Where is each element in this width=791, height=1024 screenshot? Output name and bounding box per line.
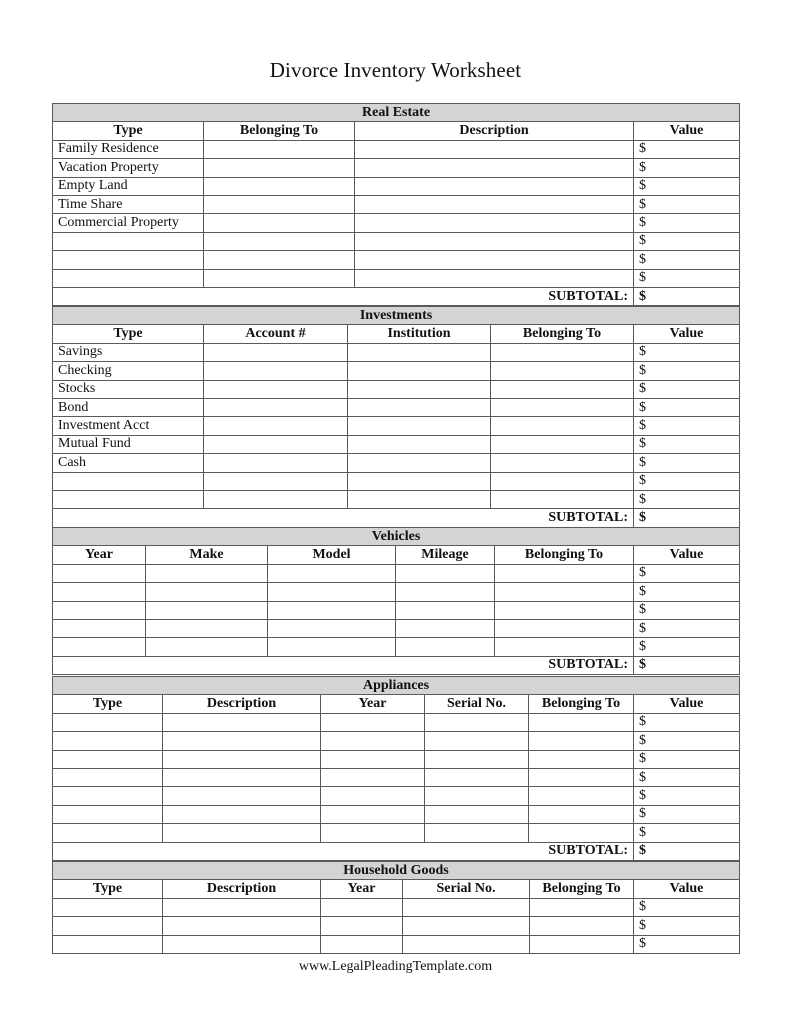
column-header: Year bbox=[321, 880, 403, 898]
entry-cell[interactable] bbox=[163, 824, 321, 842]
entry-cell[interactable] bbox=[53, 564, 146, 582]
entry-cell[interactable] bbox=[491, 472, 634, 490]
column-header: Value bbox=[634, 546, 740, 564]
table-row bbox=[53, 768, 740, 786]
value-cell[interactable]: $ bbox=[634, 362, 740, 380]
column-header: Year bbox=[53, 546, 146, 564]
row-type-cell[interactable] bbox=[53, 232, 204, 250]
table-row bbox=[53, 619, 740, 637]
entry-cell[interactable] bbox=[495, 564, 634, 582]
real-estate-heading: Real Estate bbox=[53, 104, 740, 122]
entry-cell[interactable] bbox=[321, 713, 425, 731]
table-row bbox=[53, 935, 740, 953]
table-row bbox=[53, 472, 740, 490]
table-row bbox=[53, 177, 740, 195]
entry-cell[interactable] bbox=[53, 805, 163, 823]
entry-cell[interactable] bbox=[204, 343, 348, 361]
entry-cell[interactable] bbox=[204, 490, 348, 508]
table-row bbox=[53, 638, 740, 656]
value-cell[interactable]: $ bbox=[634, 380, 740, 398]
entry-cell[interactable] bbox=[146, 619, 268, 637]
value-cell[interactable]: $ bbox=[634, 805, 740, 823]
column-header: Type bbox=[53, 880, 163, 898]
entry-cell[interactable] bbox=[321, 917, 403, 935]
appliances-heading: Appliances bbox=[53, 677, 740, 695]
entry-cell[interactable] bbox=[491, 380, 634, 398]
entry-cell[interactable] bbox=[529, 713, 634, 731]
entry-cell[interactable] bbox=[321, 787, 425, 805]
column-header: Value bbox=[634, 880, 740, 898]
value-cell[interactable]: $ bbox=[634, 417, 740, 435]
value-cell[interactable]: $ bbox=[634, 177, 740, 195]
entry-cell[interactable] bbox=[491, 362, 634, 380]
entry-cell[interactable] bbox=[321, 824, 425, 842]
value-cell[interactable]: $ bbox=[634, 917, 740, 935]
entry-cell[interactable] bbox=[529, 805, 634, 823]
subtotal-value[interactable]: $ bbox=[634, 287, 740, 305]
entry-cell[interactable] bbox=[53, 935, 163, 953]
table-row bbox=[53, 435, 740, 453]
value-cell[interactable]: $ bbox=[634, 140, 740, 158]
row-type-cell[interactable] bbox=[53, 251, 204, 269]
column-header: Type bbox=[53, 122, 204, 140]
entry-cell[interactable] bbox=[53, 787, 163, 805]
entry-cell[interactable] bbox=[204, 159, 355, 177]
entry-cell[interactable] bbox=[529, 787, 634, 805]
value-cell[interactable]: $ bbox=[634, 269, 740, 287]
value-cell[interactable]: $ bbox=[634, 490, 740, 508]
row-type-cell[interactable]: Checking bbox=[53, 362, 204, 380]
entry-cell[interactable] bbox=[348, 417, 491, 435]
entry-cell[interactable] bbox=[53, 750, 163, 768]
household-goods-table bbox=[52, 861, 740, 954]
entry-cell[interactable] bbox=[348, 362, 491, 380]
entry-cell[interactable] bbox=[53, 601, 146, 619]
entry-cell[interactable] bbox=[491, 435, 634, 453]
value-cell[interactable]: $ bbox=[634, 398, 740, 416]
entry-cell[interactable] bbox=[529, 824, 634, 842]
subtotal-label: SUBTOTAL: bbox=[53, 287, 634, 305]
entry-cell[interactable] bbox=[53, 583, 146, 601]
entry-cell[interactable] bbox=[425, 787, 529, 805]
table-row bbox=[53, 583, 740, 601]
entry-cell[interactable] bbox=[425, 713, 529, 731]
entry-cell[interactable] bbox=[204, 195, 355, 213]
row-type-cell[interactable]: Family Residence bbox=[53, 140, 204, 158]
entry-cell[interactable] bbox=[204, 417, 348, 435]
entry-cell[interactable] bbox=[204, 214, 355, 232]
table-row bbox=[53, 343, 740, 361]
subtotal-label: SUBTOTAL: bbox=[53, 509, 634, 527]
entry-cell[interactable] bbox=[204, 362, 348, 380]
entry-cell[interactable] bbox=[355, 195, 634, 213]
entry-cell[interactable] bbox=[321, 750, 425, 768]
entry-cell[interactable] bbox=[146, 638, 268, 656]
table-row bbox=[53, 601, 740, 619]
entry-cell[interactable] bbox=[495, 638, 634, 656]
entry-cell[interactable] bbox=[425, 805, 529, 823]
table-row bbox=[53, 898, 740, 916]
value-cell[interactable]: $ bbox=[634, 638, 740, 656]
table-row bbox=[53, 362, 740, 380]
entry-cell[interactable] bbox=[529, 732, 634, 750]
household-goods-heading: Household Goods bbox=[53, 862, 740, 880]
entry-cell[interactable] bbox=[163, 713, 321, 731]
value-cell[interactable]: $ bbox=[634, 750, 740, 768]
entry-cell[interactable] bbox=[396, 638, 495, 656]
row-type-cell[interactable]: Bond bbox=[53, 398, 204, 416]
value-cell[interactable]: $ bbox=[634, 732, 740, 750]
entry-cell[interactable] bbox=[425, 732, 529, 750]
value-cell[interactable]: $ bbox=[634, 251, 740, 269]
entry-cell[interactable] bbox=[396, 583, 495, 601]
value-cell[interactable]: $ bbox=[634, 214, 740, 232]
value-cell[interactable]: $ bbox=[634, 435, 740, 453]
page-title: Divorce Inventory Worksheet bbox=[269, 58, 522, 82]
entry-cell[interactable] bbox=[204, 454, 348, 472]
entry-cell[interactable] bbox=[268, 601, 396, 619]
value-cell[interactable]: $ bbox=[634, 768, 740, 786]
table-row bbox=[53, 232, 740, 250]
entry-cell[interactable] bbox=[355, 159, 634, 177]
entry-cell[interactable] bbox=[163, 768, 321, 786]
real-estate-table bbox=[52, 103, 740, 306]
entry-cell[interactable] bbox=[53, 824, 163, 842]
table-row bbox=[53, 917, 740, 935]
value-cell[interactable]: $ bbox=[634, 713, 740, 731]
entry-cell[interactable] bbox=[204, 472, 348, 490]
entry-cell[interactable] bbox=[204, 140, 355, 158]
value-cell[interactable]: $ bbox=[634, 232, 740, 250]
entry-cell[interactable] bbox=[491, 490, 634, 508]
entry-cell[interactable] bbox=[53, 898, 163, 916]
column-header: Value bbox=[634, 325, 740, 343]
entry-cell[interactable] bbox=[355, 269, 634, 287]
entry-cell[interactable] bbox=[53, 732, 163, 750]
table-row bbox=[53, 787, 740, 805]
subtotal-value[interactable]: $ bbox=[634, 842, 740, 860]
column-header: Mileage bbox=[396, 546, 495, 564]
column-header: Serial No. bbox=[403, 880, 530, 898]
entry-cell[interactable] bbox=[491, 398, 634, 416]
entry-cell[interactable] bbox=[268, 583, 396, 601]
entry-cell[interactable] bbox=[530, 917, 634, 935]
row-type-cell[interactable]: Commercial Property bbox=[53, 214, 204, 232]
entry-cell[interactable] bbox=[53, 917, 163, 935]
column-header: Description bbox=[163, 880, 321, 898]
entry-cell[interactable] bbox=[495, 583, 634, 601]
entry-cell[interactable] bbox=[204, 251, 355, 269]
row-type-cell[interactable]: Investment Acct bbox=[53, 417, 204, 435]
column-header: Description bbox=[163, 695, 321, 713]
row-type-cell[interactable]: Savings bbox=[53, 343, 204, 361]
entry-cell[interactable] bbox=[204, 269, 355, 287]
table-row bbox=[53, 454, 740, 472]
row-type-cell[interactable] bbox=[53, 472, 204, 490]
column-header: Belonging To bbox=[529, 695, 634, 713]
column-header: Belonging To bbox=[495, 546, 634, 564]
value-cell[interactable]: $ bbox=[634, 472, 740, 490]
entry-cell[interactable] bbox=[321, 768, 425, 786]
entry-cell[interactable] bbox=[495, 619, 634, 637]
entry-cell[interactable] bbox=[204, 435, 348, 453]
column-header: Model bbox=[268, 546, 396, 564]
row-type-cell[interactable]: Vacation Property bbox=[53, 159, 204, 177]
column-header: Institution bbox=[348, 325, 491, 343]
value-cell[interactable]: $ bbox=[634, 824, 740, 842]
column-header: Make bbox=[146, 546, 268, 564]
value-cell[interactable]: $ bbox=[634, 601, 740, 619]
entry-cell[interactable] bbox=[204, 380, 348, 398]
column-header: Value bbox=[634, 695, 740, 713]
entry-cell[interactable] bbox=[163, 805, 321, 823]
entry-cell[interactable] bbox=[491, 417, 634, 435]
entry-cell[interactable] bbox=[146, 564, 268, 582]
column-header: Belonging To bbox=[491, 325, 634, 343]
value-cell[interactable]: $ bbox=[634, 343, 740, 361]
table-row bbox=[53, 380, 740, 398]
value-cell[interactable]: $ bbox=[634, 898, 740, 916]
investments-heading: Investments bbox=[53, 307, 740, 325]
entry-cell[interactable] bbox=[53, 638, 146, 656]
column-header: Type bbox=[53, 325, 204, 343]
entry-cell[interactable] bbox=[53, 619, 146, 637]
subtotal-value[interactable]: $ bbox=[634, 509, 740, 527]
entry-cell[interactable] bbox=[403, 935, 530, 953]
entry-cell[interactable] bbox=[348, 398, 491, 416]
entry-cell[interactable] bbox=[348, 472, 491, 490]
entry-cell[interactable] bbox=[355, 177, 634, 195]
entry-cell[interactable] bbox=[268, 638, 396, 656]
entry-cell[interactable] bbox=[355, 232, 634, 250]
table-row bbox=[53, 824, 740, 842]
entry-cell[interactable] bbox=[321, 732, 425, 750]
value-cell[interactable]: $ bbox=[634, 935, 740, 953]
value-cell[interactable]: $ bbox=[634, 619, 740, 637]
table-row bbox=[53, 251, 740, 269]
table-row bbox=[53, 214, 740, 232]
entry-cell[interactable] bbox=[268, 619, 396, 637]
column-header: Value bbox=[634, 122, 740, 140]
entry-cell[interactable] bbox=[204, 177, 355, 195]
entry-cell[interactable] bbox=[163, 750, 321, 768]
table-row bbox=[53, 564, 740, 582]
value-cell[interactable]: $ bbox=[634, 583, 740, 601]
column-header: Belonging To bbox=[204, 122, 355, 140]
entry-cell[interactable] bbox=[396, 601, 495, 619]
table-row bbox=[53, 195, 740, 213]
value-cell[interactable]: $ bbox=[634, 564, 740, 582]
value-cell[interactable]: $ bbox=[634, 787, 740, 805]
entry-cell[interactable] bbox=[146, 601, 268, 619]
row-type-cell[interactable]: Time Share bbox=[53, 195, 204, 213]
entry-cell[interactable] bbox=[355, 251, 634, 269]
table-row bbox=[53, 159, 740, 177]
entry-cell[interactable] bbox=[321, 898, 403, 916]
row-type-cell[interactable]: Stocks bbox=[53, 380, 204, 398]
table-row bbox=[53, 805, 740, 823]
table-row bbox=[53, 417, 740, 435]
entry-cell[interactable] bbox=[355, 214, 634, 232]
vehicles-heading: Vehicles bbox=[53, 528, 740, 546]
entry-cell[interactable] bbox=[321, 805, 425, 823]
table-row bbox=[53, 398, 740, 416]
entry-cell[interactable] bbox=[529, 768, 634, 786]
entry-cell[interactable] bbox=[163, 898, 321, 916]
entry-cell[interactable] bbox=[348, 454, 491, 472]
value-cell[interactable]: $ bbox=[634, 159, 740, 177]
entry-cell[interactable] bbox=[403, 898, 530, 916]
entry-cell[interactable] bbox=[204, 398, 348, 416]
value-cell[interactable]: $ bbox=[634, 454, 740, 472]
column-header: Description bbox=[355, 122, 634, 140]
row-type-cell[interactable] bbox=[53, 490, 204, 508]
column-header: Account # bbox=[204, 325, 348, 343]
entry-cell[interactable] bbox=[321, 935, 403, 953]
subtotal-label: SUBTOTAL: bbox=[53, 842, 634, 860]
column-header: Year bbox=[321, 695, 425, 713]
appliances-table bbox=[52, 676, 740, 861]
entry-cell[interactable] bbox=[425, 768, 529, 786]
entry-cell[interactable] bbox=[491, 343, 634, 361]
column-header: Belonging To bbox=[530, 880, 634, 898]
row-type-cell[interactable]: Mutual Fund bbox=[53, 435, 204, 453]
subtotal-label: SUBTOTAL: bbox=[53, 656, 634, 674]
entry-cell[interactable] bbox=[204, 232, 355, 250]
row-type-cell[interactable]: Empty Land bbox=[53, 177, 204, 195]
entry-cell[interactable] bbox=[530, 935, 634, 953]
vehicles-table bbox=[52, 527, 740, 675]
entry-cell[interactable] bbox=[348, 380, 491, 398]
column-header: Serial No. bbox=[425, 695, 529, 713]
entry-cell[interactable] bbox=[348, 343, 491, 361]
entry-cell[interactable] bbox=[425, 824, 529, 842]
table-row bbox=[53, 269, 740, 287]
entry-cell[interactable] bbox=[268, 564, 396, 582]
row-type-cell[interactable] bbox=[53, 269, 204, 287]
entry-cell[interactable] bbox=[396, 564, 495, 582]
entry-cell[interactable] bbox=[403, 917, 530, 935]
entry-cell[interactable] bbox=[355, 140, 634, 158]
table-row bbox=[53, 732, 740, 750]
table-row bbox=[53, 140, 740, 158]
table-row bbox=[53, 750, 740, 768]
entry-cell[interactable] bbox=[163, 935, 321, 953]
entry-cell[interactable] bbox=[163, 732, 321, 750]
row-type-cell[interactable]: Cash bbox=[53, 454, 204, 472]
column-header: Type bbox=[53, 695, 163, 713]
footer-website: www.LegalPleadingTemplate.com bbox=[298, 959, 493, 974]
entry-cell[interactable] bbox=[396, 619, 495, 637]
entry-cell[interactable] bbox=[425, 750, 529, 768]
entry-cell[interactable] bbox=[491, 454, 634, 472]
entry-cell[interactable] bbox=[529, 750, 634, 768]
entry-cell[interactable] bbox=[348, 435, 491, 453]
entry-cell[interactable] bbox=[163, 787, 321, 805]
entry-cell[interactable] bbox=[163, 917, 321, 935]
entry-cell[interactable] bbox=[53, 713, 163, 731]
entry-cell[interactable] bbox=[495, 601, 634, 619]
value-cell[interactable]: $ bbox=[634, 195, 740, 213]
entry-cell[interactable] bbox=[348, 490, 491, 508]
investments-table bbox=[52, 306, 740, 528]
table-row bbox=[53, 490, 740, 508]
subtotal-value[interactable]: $ bbox=[634, 656, 740, 674]
entry-cell[interactable] bbox=[146, 583, 268, 601]
table-row bbox=[53, 713, 740, 731]
entry-cell[interactable] bbox=[530, 898, 634, 916]
entry-cell[interactable] bbox=[53, 768, 163, 786]
